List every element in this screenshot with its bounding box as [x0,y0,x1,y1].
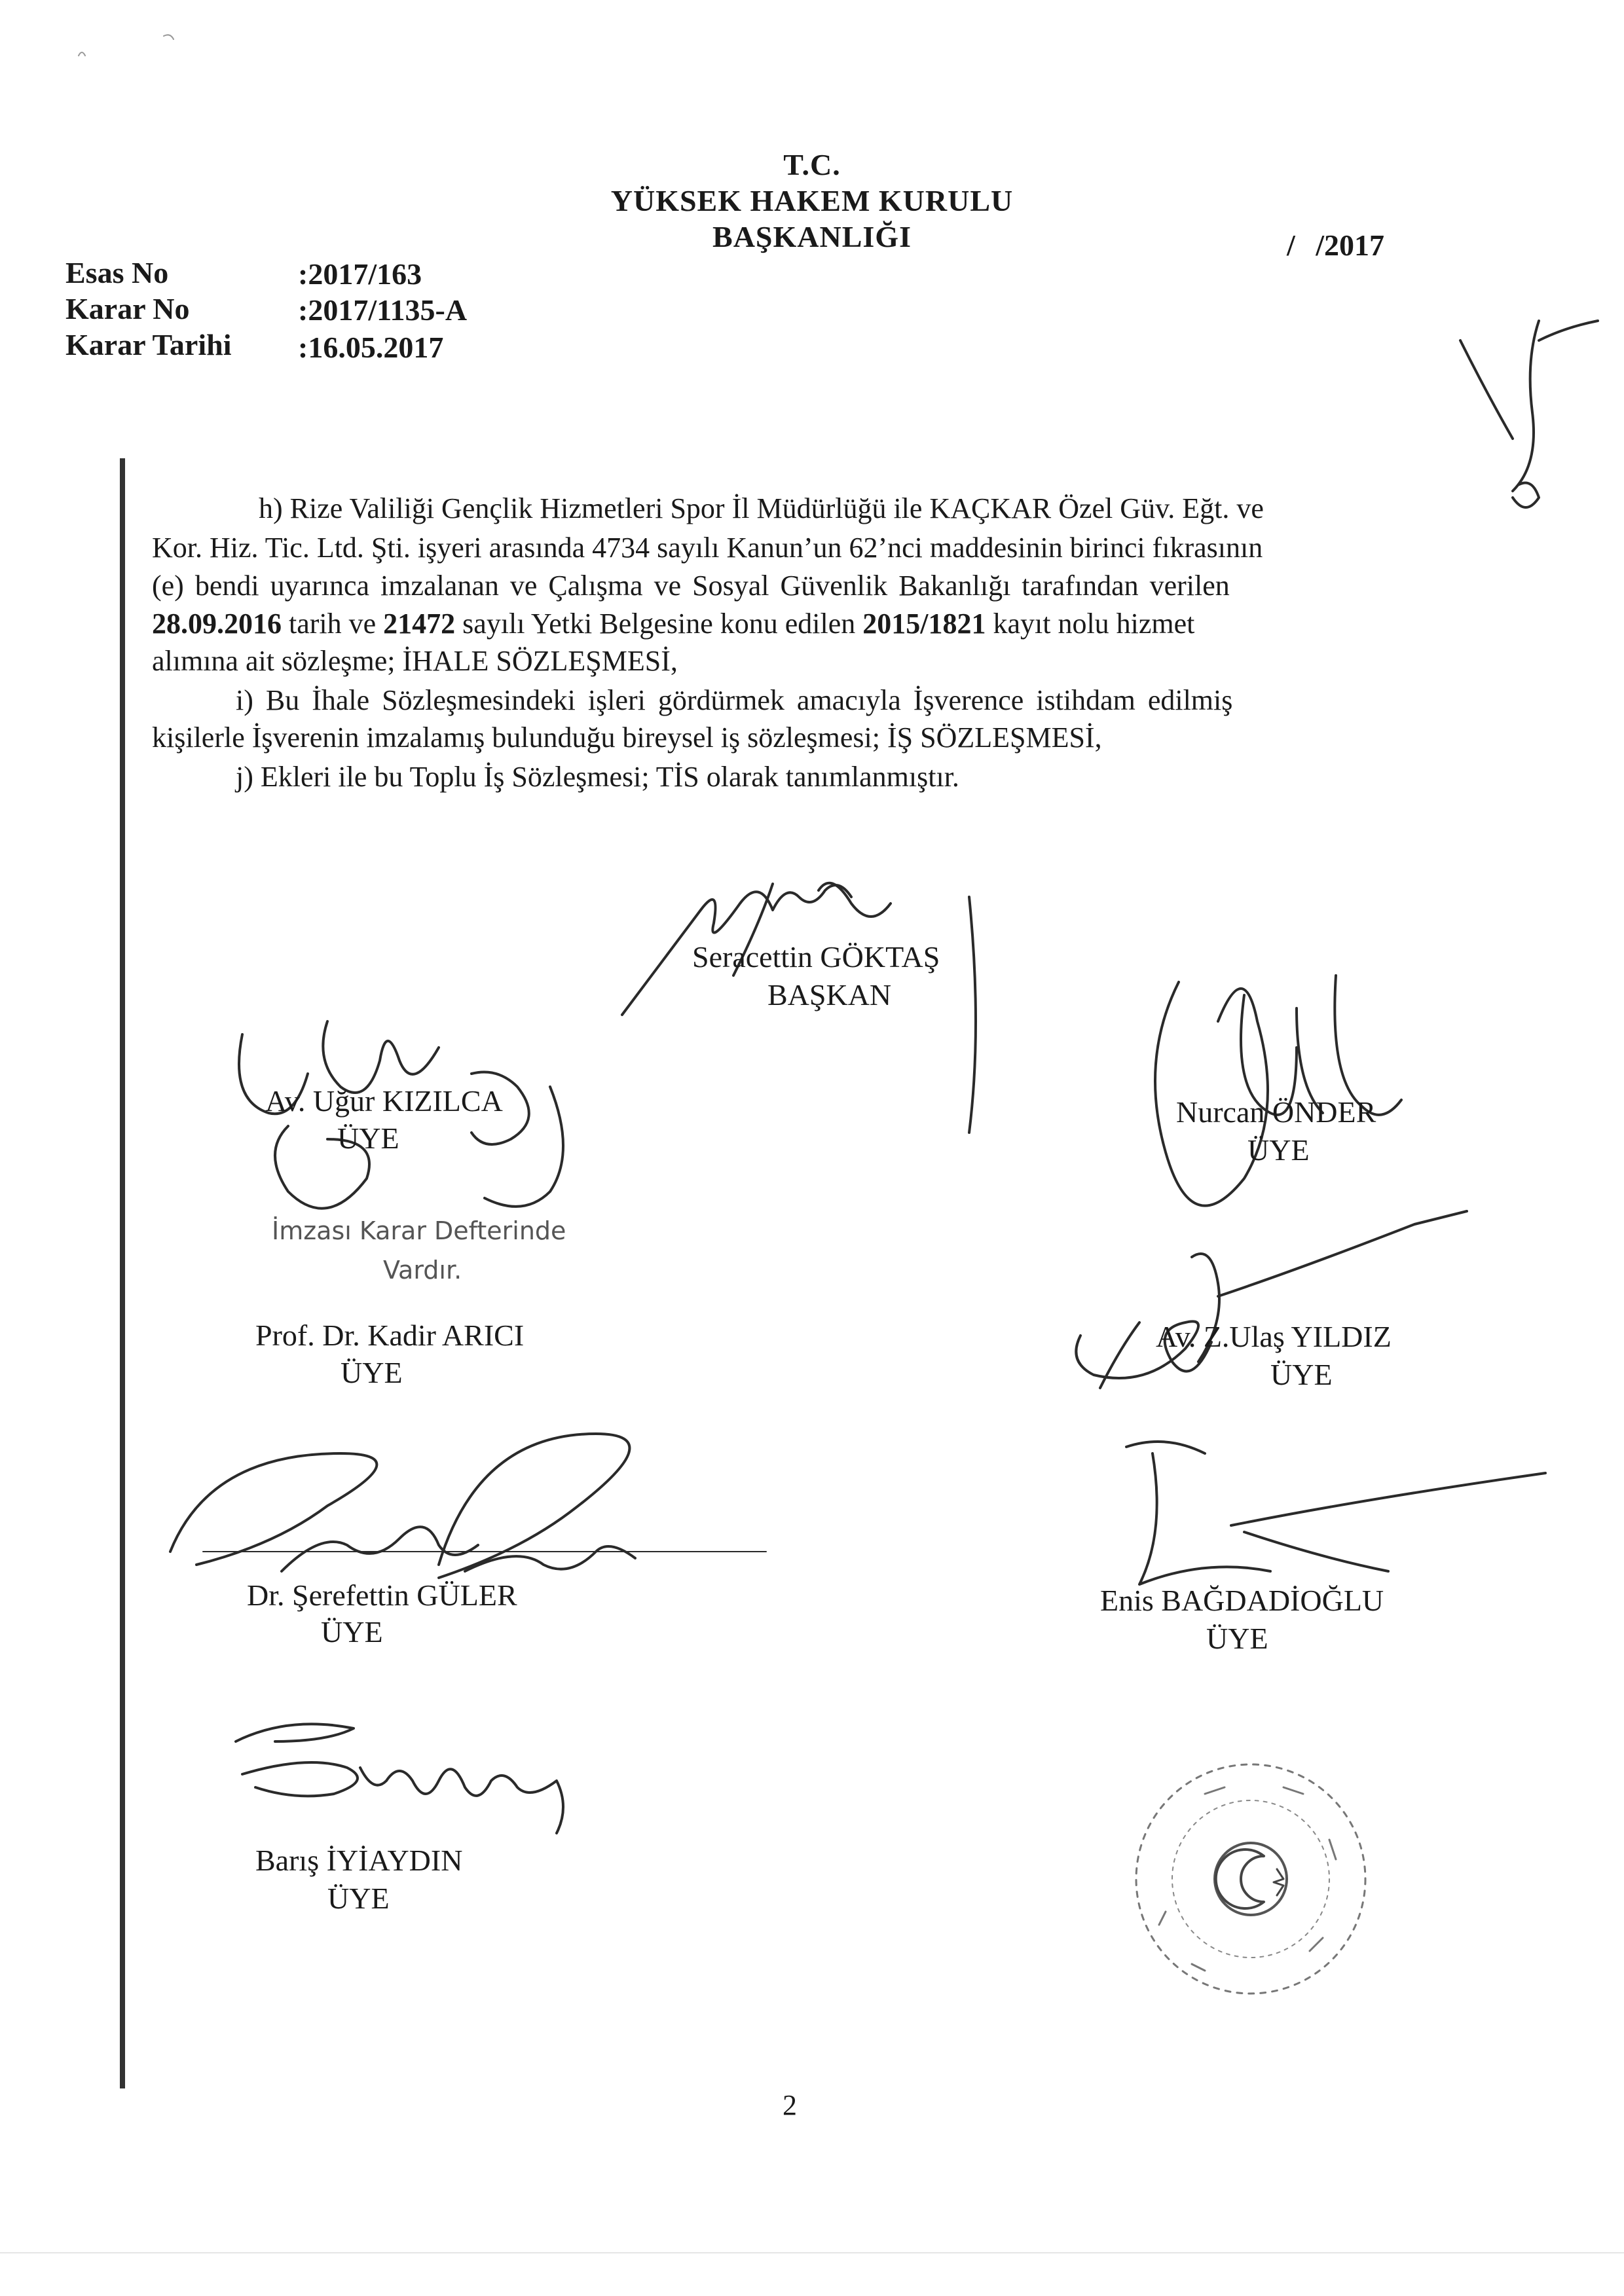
header-subtitle: BAŞKANLIĞI [712,220,912,253]
scan-mark [65,26,196,65]
text-segment: tarih ve [282,608,384,640]
karar-no-value: :2017/1135-A [298,293,468,327]
yildiz-role: ÜYE [1270,1358,1333,1391]
baskan-name: Seracettin GÖKTAŞ [692,940,940,974]
clause-i-line2: kişilerle İşverenin imzalamış bulunduğu bireysel iş sözleşmesi; İŞ SÖZLEŞMESİ, [152,721,1102,754]
iyiaydin-name: Barış İYİAYDIN [255,1844,463,1877]
header-title: YÜKSEK HAKEM KURULU [610,184,1014,217]
header-tc: T.C. [783,148,841,181]
left-margin-rule [120,458,125,2088]
signature-kizilca [223,995,616,1290]
registration-number: 2015/1821 [862,608,986,640]
bagdadioglu-name: Enis BAĞDADİOĞLU [1100,1584,1384,1617]
bagdadioglu-role: ÜYE [1206,1622,1268,1655]
esas-no-label: Esas No [65,256,169,289]
guler-role: ÜYE [321,1615,383,1649]
kizilca-role: ÜYE [337,1121,399,1155]
onder-role: ÜYE [1247,1133,1310,1167]
yildiz-name: Av. Z.Ulaş YILDIZ [1156,1320,1392,1353]
clause-h-line1: h) Rize Valiliği Gençlik Hizmetleri Spor İl Müdürlüğü ile KAÇKAR Özel Güv. Eğt. ve [259,492,1264,524]
clause-j-line1: j) Ekleri ile bu Toplu İş Sözleşmesi; TİS olarak tanımlanmıştır. [236,761,959,793]
clause-h-line3: (e) bendi uyarınca imzalanan ve Çalışma ve Sosyal Güvenlik Bakanlığı tarafından verilen [152,570,1230,602]
clause-h-line4 [152,606,1194,642]
esas-no-value: :2017/163 [298,257,422,291]
arici-name: Prof. Dr. Kadir ARICI [255,1319,525,1352]
karar-tarihi-label: Karar Tarihi [65,328,232,361]
official-seal [1113,1741,1388,2016]
text-segment: sayılı Yetki Belgesine konu edilen [455,608,863,640]
certificate-number: 21472 [383,608,456,640]
scan-edge [0,2252,1624,2253]
karar-tarihi-value: :16.05.2017 [298,331,444,364]
kizilca-name: Av. Uğur KIZILCA [265,1084,503,1118]
signature-bagdadioglu [1100,1434,1572,1591]
baskan-role: BAŞKAN [767,978,892,1011]
karar-no-label: Karar No [65,292,190,325]
date-reference: / /2017 [1287,228,1385,262]
kizilca-signature-note-line1: İmzası Karar Defterinde [272,1216,566,1245]
clause-h-line5: alımına ait sözleşme; İHALE SÖZLEŞMESİ, [152,645,678,677]
clause-h-line2: Kor. Hiz. Tic. Ltd. Şti. işyeri arasında 4734 sayılı Kanun’un 62’nci maddesinin birinci fıkrasının [152,532,1263,564]
page-number: 2 [783,2089,797,2121]
certificate-date: 28.09.2016 [152,608,282,640]
clause-i-line1: i) Bu İhale Sözleşmesindeki işleri gördürmek amacıyla İşverence istihdam edilmiş [236,684,1233,716]
arici-role: ÜYE [341,1356,403,1389]
text-segment: kayıt nolu hizmet [986,608,1195,640]
signature-iyiaydin [229,1702,635,1833]
onder-name: Nurcan ÖNDER [1176,1095,1376,1129]
guler-name: Dr. Şerefettin GÜLER [247,1578,517,1612]
kizilca-signature-note-line2: Vardır. [383,1256,462,1285]
margin-handwriting [1441,314,1611,550]
iyiaydin-role: ÜYE [327,1882,390,1915]
